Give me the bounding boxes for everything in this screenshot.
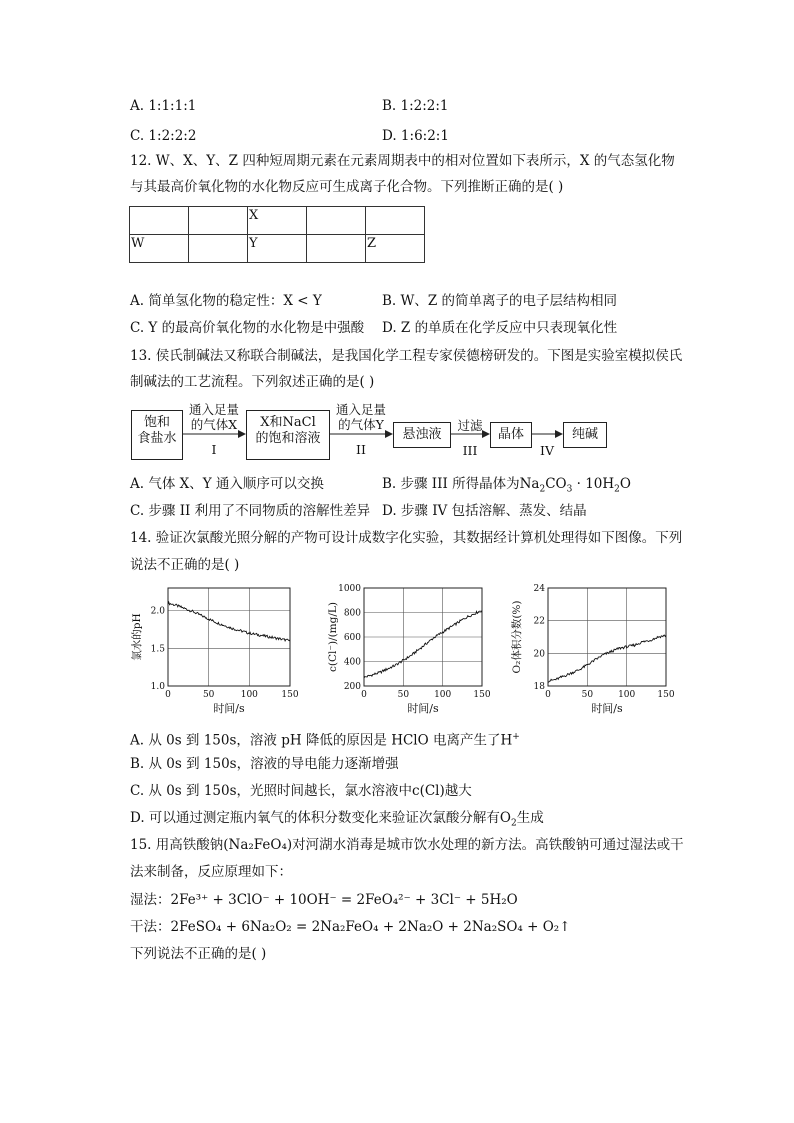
flow-arrows [0,0,794,480]
x-axis-label: 时间/s [591,702,623,715]
y-tick-label: 2.0 [150,606,165,617]
q14-stem-line2: 说法不正确的是( ) [130,557,240,573]
q12-option-d: D. Z 的单质在化学反应中只表现氧化性 [382,320,618,336]
flow-step-text: 过滤 [457,418,483,433]
flow-box-text: 的饱和溶液 [255,431,321,446]
y-tick-label: 400 [343,657,361,668]
x-axis-label: 时间/s [213,702,245,715]
superscript: + [512,732,520,742]
text-run: 生成 [516,810,544,826]
q13-option-b [382,474,631,500]
y-tick-label: 200 [343,682,361,692]
data-charts [128,580,688,720]
flow-box-crystal: 晶体 [490,422,532,448]
flow-box-text: 食盐水 [137,431,177,446]
table-cell: W [130,235,189,263]
x-tick-label: 0 [165,690,171,700]
q15-stem-line1: 15. 用高铁酸钠(Na₂FeO₄)对河湖水消毒是城市饮水处理的新方法。高铁酸钠可通过湿法或干 [130,837,684,853]
text-run: D. 可以通过测定瓶内氧气的体积分数变化来验证次氯酸分解有O [130,810,511,826]
flow-step-text: 通入足量 [335,402,386,417]
text-run: A. 从 0s 到 150s，溶液 pH 降低的原因是 HClO 电离产生了H [130,732,513,749]
x-tick-label: 0 [545,690,551,700]
flow-step-text: 的气体X [190,417,238,432]
x-tick-label: 150 [473,690,491,700]
q11-option-d: D. 1:6:2:1 [382,128,449,144]
text-run: CO [545,476,567,492]
series-line [548,635,666,682]
q11-option-b: B. 1:2:2:1 [382,98,449,114]
x-tick-label: 100 [434,690,452,700]
x-tick-label: 50 [581,690,594,700]
y-tick-label: 24 [533,584,545,594]
q15-dry-method: 干法：2FeSO₄ + 6Na₂O₂ = 2Na₂FeO₄ + 2Na₂O + 2Na₂SO₄ + O₂↑ [130,919,571,935]
x-tick-label: 50 [202,690,215,700]
ph-chart [130,588,299,715]
q12-option-c: C. Y 的最高价氧化物的水化物是中强酸 [130,320,365,336]
q13-option-a: A. 气体 X、Y 通入顺序可以交换 [130,476,324,492]
flow-step-text: 的气体Y [338,417,384,432]
y-axis-label: O₂体积分数(%) [511,600,523,674]
q13-stem-line2: 制碱法的工艺流程。下列叙述正确的是( ) [130,374,375,390]
y-tick-label: 600 [343,633,361,643]
q12-option-a: A. 简单氢化物的稳定性：X < Y [130,293,322,309]
flow-box-text: X和NaCl [260,415,316,430]
q14-option-c: C. 从 0s 到 150s，光照时间越长，氯水溶液中c(Cl)越大 [130,783,472,799]
q13-stem-line1: 13. 侯氏制碱法又称联合制碱法，是我国化学工程专家侯德榜研发的。下图是实验室模拟侯氏 [130,348,683,364]
x-tick-label: 150 [281,690,299,700]
y-tick-label: 22 [533,616,545,627]
series-line [364,610,482,678]
y-tick-label: 1.0 [150,682,165,692]
q14-option-a [130,727,520,751]
text-run: O [619,476,631,492]
flow-box-suspension: 悬浊液 [393,422,451,448]
x-axis-label: 时间/s [407,702,439,715]
flow-box-soda: 纯碱 [563,422,607,448]
q13-option-d: D. 步骤 IV 包括溶解、蒸发、结晶 [382,503,587,519]
y-tick-label: 1000 [338,584,361,594]
plot-frame [548,588,666,686]
y-tick-label: 18 [533,682,545,692]
x-tick-label: 100 [618,690,636,700]
chloride-chart [327,584,491,715]
q13-option-c: C. 步骤 II 利用了不同物质的溶解性差异 [130,503,371,519]
subscript: 2 [511,818,517,829]
table-cell: X [248,207,307,235]
flow-step-text: 通入足量 [188,402,239,417]
table-cell: Y [248,235,307,263]
text-run: B. 步骤 III 所得晶体为Na [382,476,540,492]
y-tick-label: 1.5 [150,644,165,655]
q15-stem-line3: 下列说法不正确的是( ) [130,946,267,962]
q15-wet-method: 湿法：2Fe³⁺ + 3ClO⁻ + 10OH⁻ = 2FeO₄²⁻ + 3Cl⁻ + 5H₂O [130,892,518,908]
q11-option-a: A. 1:1:1:1 [130,98,197,114]
q14-stem-line1: 14. 验证次氯酸光照分解的产物可设计成数字化实验，其数据经计算机处理得如下图像。下列 [130,530,683,546]
q15-stem-line2: 法来制备，反应原理如下： [130,864,292,880]
y-tick-label: 20 [533,649,545,660]
y-axis-label: 氯水的pH [131,613,143,661]
q14-option-d [130,808,544,834]
x-tick-label: 50 [397,690,410,700]
q12-stem-line2: 与其最高价氧化物的水化物反应可生成离子化合物。下列推断正确的是( ) [130,179,564,195]
series-line [168,602,290,641]
table-cell: Z [366,235,425,263]
q12-stem-line1: 12. W、X、Y、Z 四种短周期元素在元素周期表中的相对位置如下表所示，X 的气态氢化物 [130,153,675,169]
subscript: 2 [614,484,620,495]
x-tick-label: 0 [361,690,367,700]
flow-step-number: I [211,442,217,457]
flow-box-text: 饱和 [143,415,170,430]
q14-option-b: B. 从 0s 到 150s，溶液的导电能力逐渐增强 [130,756,399,772]
x-tick-label: 100 [240,690,258,700]
flow-step-number: III [462,443,478,458]
subscript: 3 [566,484,573,495]
flow-step-number: II [356,442,366,457]
x-tick-label: 150 [657,690,675,700]
flow-step-number: IV [540,443,554,458]
y-axis-label: c(Cl⁻)/(mg/L) [327,602,339,672]
q12-option-b: B. W、Z 的简单离子的电子层结构相同 [382,293,618,309]
text-run: · 10H [572,476,615,492]
q11-option-c: C. 1:2:2:2 [130,128,197,144]
oxygen-chart [510,584,675,715]
y-tick-label: 800 [343,608,361,619]
subscript: 2 [539,484,546,495]
